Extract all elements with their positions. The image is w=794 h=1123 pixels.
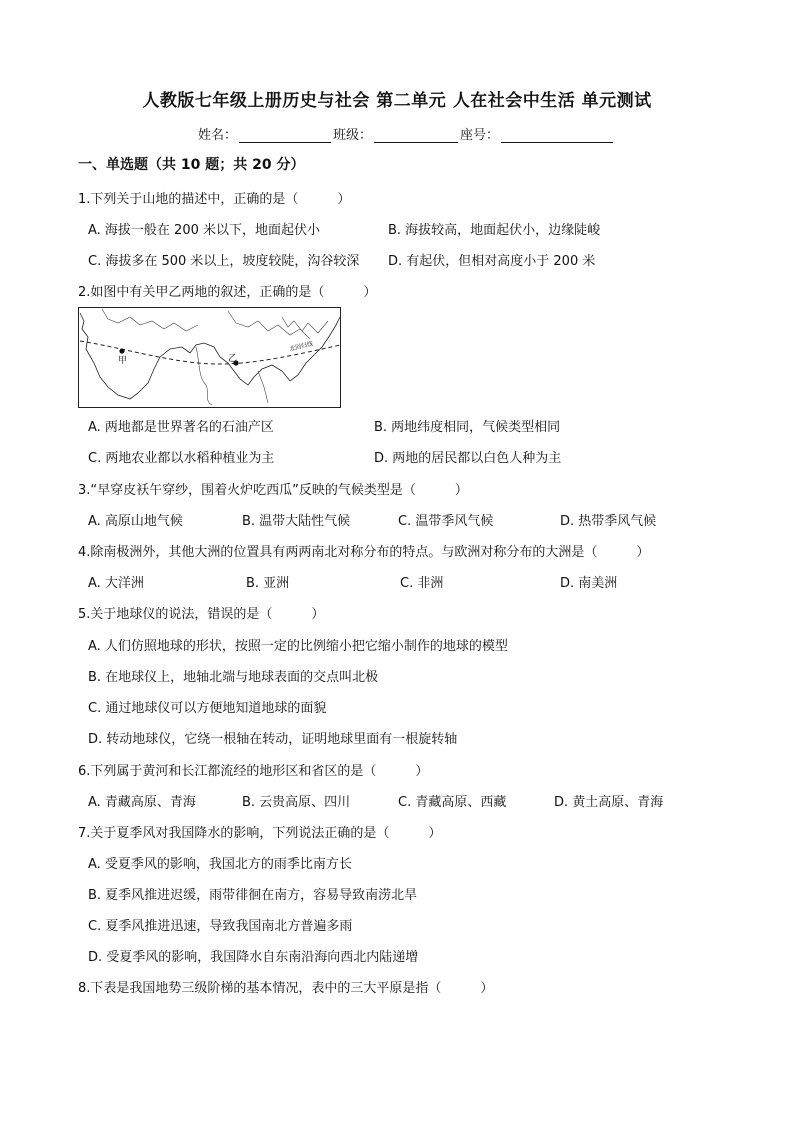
q2-option-a[interactable]: A. 两地都是世界著名的石油产区 (88, 420, 274, 435)
q7-option-b[interactable]: B. 夏季风推进迟缓，雨带徘徊在南方，容易导致南涝北旱 (88, 888, 418, 903)
question-3-stem: 3.“早穿皮袄午穿纱，围着火炉吃西瓜”反映的气候类型是（ ） (78, 483, 468, 498)
seat-blank[interactable] (501, 128, 613, 143)
label-tropic: 北回归线 (288, 340, 314, 353)
q4-option-d[interactable]: D. 南美洲 (560, 576, 618, 591)
question-2-stem: 2.如图中有关甲乙两地的叙述，正确的是（ ） (78, 285, 377, 300)
class-label: 班级： (333, 128, 373, 143)
point-jia (119, 348, 124, 353)
class-blank[interactable] (374, 128, 458, 143)
q5-option-d[interactable]: D. 转动地球仪，它绕一根轴在转动，证明地球里面有一根旋转轴 (88, 732, 458, 747)
label-yi: 乙 (228, 354, 238, 364)
q5-option-a[interactable]: A. 人们仿照地球的形状，按照一定的比例缩小把它缩小制作的地球的模型 (88, 639, 508, 654)
q1-option-b[interactable]: B. 海拔较高，地面起伏小，边缘陡峻 (388, 223, 601, 238)
name-label: 姓名： (198, 128, 238, 143)
student-info-line (198, 124, 615, 143)
q6-option-c[interactable]: C. 青藏高原、西藏 (398, 795, 507, 810)
q1-option-c[interactable]: C. 海拔多在 500 米以上，坡度较陡，沟谷较深 (88, 254, 360, 269)
q7-option-d[interactable]: D. 受夏季风的影响，我国降水自东南沿海向西北内陆递增 (88, 950, 419, 965)
q3-option-a[interactable]: A. 高原山地气候 (88, 514, 183, 529)
q6-option-b[interactable]: B. 云贵高原、四川 (242, 795, 351, 810)
question-5-stem: 5.关于地球仪的说法，错误的是（ ） (78, 607, 325, 622)
question-4-stem: 4.除南极洲外，其他大洲的位置具有两两南北对称分布的特点。与欧洲对称分布的大洲是（ ） (78, 545, 650, 560)
q3-option-d[interactable]: D. 热带季风气候 (560, 514, 657, 529)
name-blank[interactable] (239, 128, 331, 143)
q3-option-c[interactable]: C. 温带季风气候 (398, 514, 494, 529)
q6-option-d[interactable]: D. 黄土高原、青海 (554, 795, 664, 810)
question-6-stem: 6.下列属于黄河和长江都流经的地形区和省区的是（ ） (78, 764, 429, 779)
page-title: 人教版七年级上册历史与社会 第二单元 人在社会中生活 单元测试 (142, 91, 652, 111)
question-1-stem: 1.下列关于山地的描述中，正确的是（ ） (78, 192, 351, 207)
q2-option-c[interactable]: C. 两地农业都以水稻种植业为主 (88, 451, 275, 466)
q1-option-d[interactable]: D. 有起伏，但相对高度小于 200 米 (388, 254, 596, 269)
q7-option-a[interactable]: A. 受夏季风的影响，我国北方的雨季比南方长 (88, 857, 352, 872)
q2-option-b[interactable]: B. 两地纬度相同，气候类型相同 (374, 420, 561, 435)
q5-option-c[interactable]: C. 通过地球仪可以方便地知道地球的面貌 (88, 701, 327, 716)
q3-option-b[interactable]: B. 温带大陆性气候 (242, 514, 351, 529)
question-7-stem: 7.关于夏季风对我国降水的影响，下列说法正确的是（ ） (78, 826, 442, 841)
q6-option-a[interactable]: A. 青藏高原、青海 (88, 795, 196, 810)
question-8-stem: 8.下表是我国地势三级阶梯的基本情况，表中的三大平原是指（ ） (78, 981, 494, 996)
seat-label: 座号： (460, 128, 500, 143)
q4-option-b[interactable]: B. 亚洲 (246, 576, 290, 591)
q1-option-a[interactable]: A. 海拔一般在 200 米以下，地面起伏小 (88, 223, 321, 238)
section-heading: 一、单选题（共 10 题；共 20 分） (78, 157, 305, 173)
q7-option-c[interactable]: C. 夏季风推进迅速，导致我国南北方普遍多雨 (88, 919, 353, 934)
q2-option-d[interactable]: D. 两地的居民都以白色人种为主 (374, 451, 562, 466)
q5-option-b[interactable]: B. 在地球仪上，地轴北端与地球表面的交点叫北极 (88, 670, 379, 685)
q4-option-c[interactable]: C. 非洲 (400, 576, 444, 591)
label-jia: 甲 (118, 356, 128, 366)
map-figure (78, 307, 341, 408)
q4-option-a[interactable]: A. 大洋洲 (88, 576, 144, 591)
